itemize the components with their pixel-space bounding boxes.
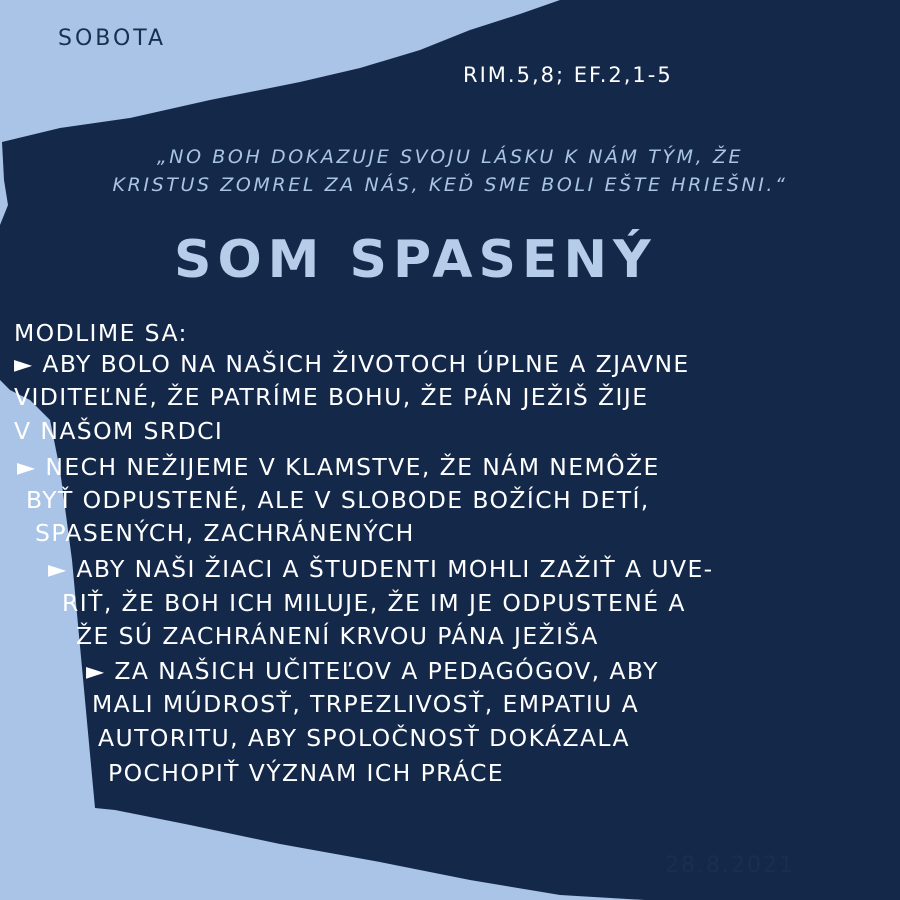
page-title: SOM SPASENÝ (174, 230, 657, 290)
prayer-line: POCHOPIŤ VÝZNAM ICH PRÁCE (108, 759, 505, 787)
prayer-line: BYŤ ODPUSTENÉ, ALE V SLOBODE BOŽÍCH DETÍ, (26, 486, 650, 514)
prayer-line: V NAŠOM SRDCI (14, 417, 224, 445)
date-label: 28.8.2021 (665, 853, 795, 878)
prayer-line: RIŤ, ŽE BOH ICH MILUJE, ŽE IM JE ODPUSTENÉ A (62, 589, 686, 617)
prayer-line: VIDITEĽNÉ, ŽE PATRÍME BOHU, ŽE PÁN JEŽIŠ ŽIJE (14, 383, 649, 411)
prayer-line: ► NECH NEŽIJEME V KLAMSTVE, ŽE NÁM NEMÔŽE (17, 453, 660, 481)
day-label: SOBOTA (58, 26, 167, 51)
prayer-line: AUTORITU, ABY SPOLOČNOSŤ DOKÁZALA (98, 724, 630, 752)
prayer-line: ► ABY NAŠI ŽIACI A ŠTUDENTI MOHLI ZAŽIŤ A UVE- (48, 555, 714, 583)
prayer-line: ► ABY BOLO NA NAŠICH ŽIVOTOCH ÚPLNE A ZJAVNE (14, 350, 690, 378)
quote-line-1: „NO BOH DOKAZUJE SVOJU LÁSKU K NÁM TÝM, ŽE (156, 146, 744, 168)
prayer-line: ► ZA NAŠICH UČITEĽOV A PEDAGÓGOV, ABY (86, 657, 659, 685)
scripture-reference: RIM.5,8; EF.2,1-5 (463, 63, 673, 87)
prayer-line: MALI MÚDROSŤ, TRPEZLIVOSŤ, EMPATIU A (92, 690, 640, 718)
prayer-line: MODLIME SA: (14, 319, 188, 347)
prayer-line: ŽE SÚ ZACHRÁNENÍ KRVOU PÁNA JEŽIŠA (76, 622, 599, 650)
quote-line-2: KRISTUS ZOMREL ZA NÁS, KEĎ SME BOLI EŠTE HRIEŠNI.“ (112, 174, 788, 196)
prayer-line: SPASENÝCH, ZACHRÁNENÝCH (35, 519, 415, 547)
